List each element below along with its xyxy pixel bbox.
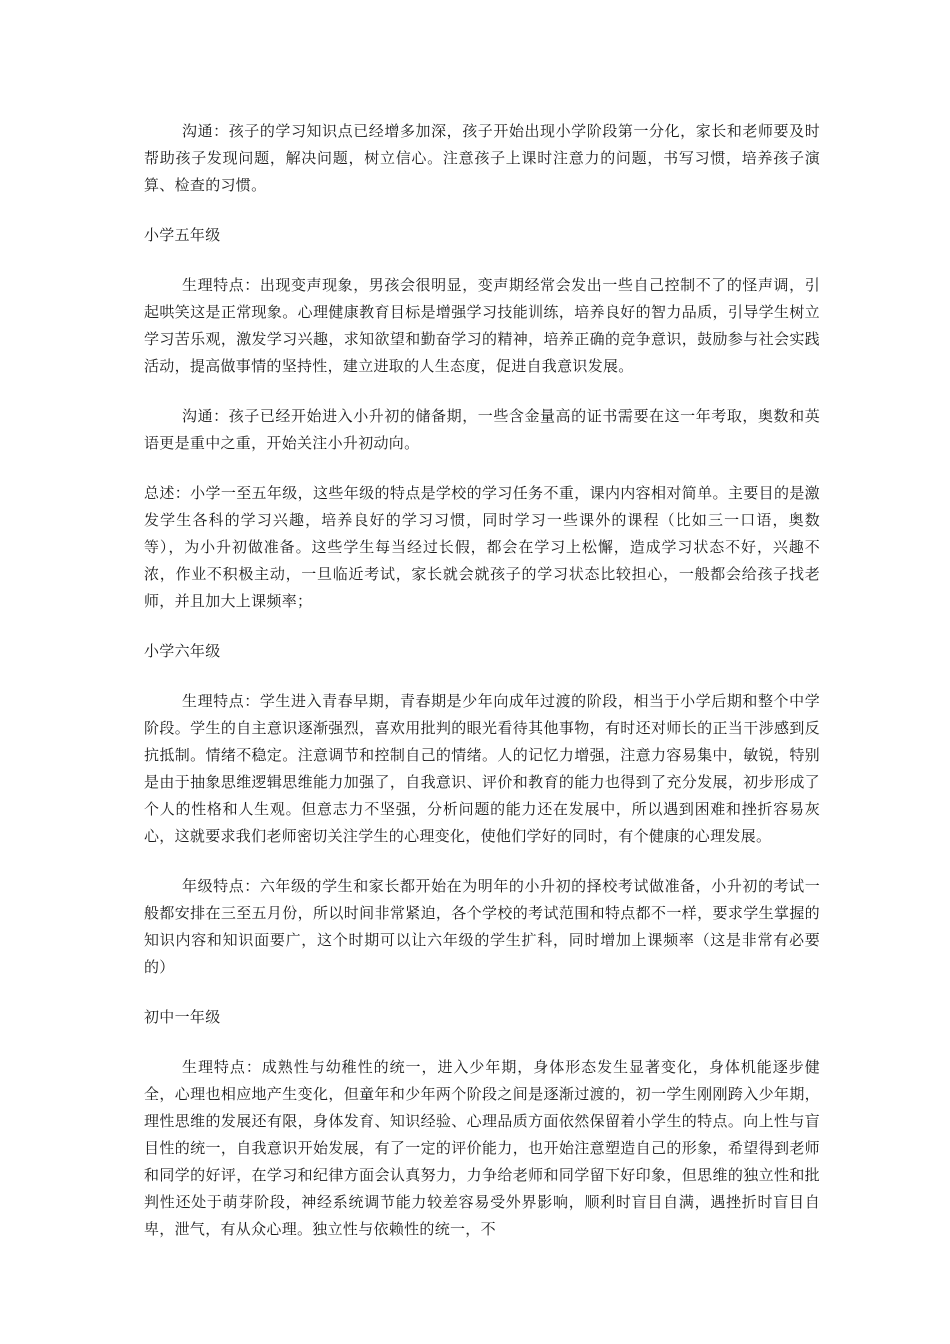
paragraph-grade-features-grade6: 年级特点：六年级的学生和家长都开始在为明年的小升初的择校考试做准备，小升初的考试一般都安排在三至五月份，所以时间非常紧迫，各个学校的考试范围和特点都不一样，要求学生掌握的知识内容和知识面要广，这个时期可以让六年级的学生扩科，同时增加上课频率（这是非常有必要的） — [144, 877, 820, 976]
heading-grade5: 小学五年级 — [144, 226, 221, 244]
paragraph-physiology-grade5: 生理特点：出现变声现象，男孩会很明显，变声期经常会发出一些自己控制不了的怪声调，引起哄笑这是正常现象。心理健康教育目标是增强学习技能训练，培养良好的智力品质，引导学生树立学习苦乐观，激发学习兴趣，求知欲望和勤奋学习的精神，培养正确的竞争意识，鼓励参与社会实践活动，提高做事情的坚持性，建立进取的人生态度，促进自我意识发展。 — [144, 276, 820, 375]
paragraph-communication-grade4: 沟通：孩子的学习知识点已经增多加深，孩子开始出现小学阶段第一分化，家长和老师要及时帮助孩子发现问题，解决问题，树立信心。注意孩子上课时注意力的问题，书写习惯，培养孩子演算、检查的习惯。 — [144, 122, 820, 194]
paragraph-communication-grade5: 沟通：孩子已经开始进入小升初的储备期，一些含金量高的证书需要在这一年考取，奥数和英语更是重中之重，开始关注小升初动向。 — [144, 407, 820, 452]
paragraph-physiology-grade6: 生理特点：学生进入青春早期，青春期是少年向成年过渡的阶段，相当于小学后期和整个中学阶段。学生的自主意识逐渐强烈，喜欢用批判的眼光看待其他事物，有时还对师长的正当干涉感到反抗抵制。情绪不稳定。注意调节和控制自己的情绪。人的记忆力增强，注意力容易集中，敏锐，特别是由于抽象思维逻辑思维能力加强了，自我意识、评价和教育的能力也得到了充分发展，初步形成了个人的性格和人生观。但意志力不坚强，分析问题的能力还在发展中，所以遇到困难和挫折容易灰心，这就要求我们老师密切关注学生的心理变化，使他们学好的同时，有个健康的心理发展。 — [144, 692, 820, 845]
paragraph-physiology-junior1: 生理特点：成熟性与幼稚性的统一，进入少年期，身体形态发生显著变化，身体机能逐步健全，心理也相应地产生变化，但童年和少年两个阶段之间是逐渐过渡的，初一学生刚刚跨入少年期，理性思维的发展还有限，身体发育、知识经验、心理品质方面依然保留着小学生的特点。向上性与盲目性的统一，自我意识开始发展，有了一定的评价能力，也开始注意塑造自己的形象，希望得到老师和同学的好评，在学习和纪律方面会认真努力，力争给老师和同学留下好印象，但思维的独立性和批判性还处于萌芽阶段，神经系统调节能力较差容易受外界影响，顺利时盲目自满，遇挫折时盲目自卑，泄气，有从众心理。独立性与依赖性的统一，不 — [144, 1058, 820, 1238]
heading-grade6: 小学六年级 — [144, 642, 221, 660]
heading-junior1: 初中一年级 — [144, 1008, 221, 1026]
document-page — [144, 118, 820, 1266]
paragraph-summary-grades1-5: 总述：小学一至五年级，这些年级的特点是学校的学习任务不重，课内内容相对简单。主要目的是激发学生各科的学习兴趣，培养良好的学习习惯，同时学习一些课外的课程（比如三一口语，奥数等），为小升初做准备。这些学生每当经过长假，都会在学习上松懈，造成学习状态不好，兴趣不浓，作业不积极主动，一旦临近考试，家长就会就孩子的学习状态比较担心，一般都会给孩子找老师，并且加大上课频率； — [144, 484, 820, 610]
